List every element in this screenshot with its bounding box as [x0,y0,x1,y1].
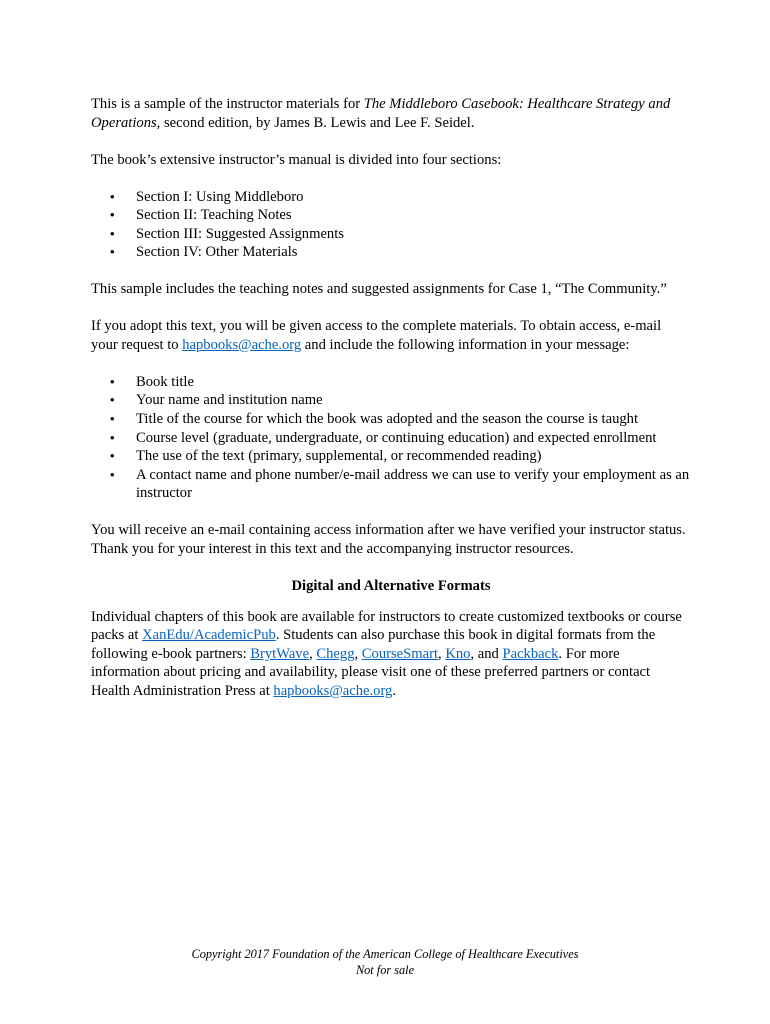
intro-text: This is a sample of the instructor materials for [91,96,364,112]
sections-list [91,188,691,262]
brytwave-link[interactable]: BrytWave [250,645,310,662]
separator: , [438,645,446,662]
document-body [91,95,691,701]
list-item: • Section I: Using Middleboro [91,188,691,207]
separator: , and [470,645,503,662]
kno-link[interactable]: Kno [445,645,471,662]
coursesmart-link[interactable]: CourseSmart [361,645,439,662]
copyright-notice: Copyright 2017 Foundation of the American College of Healthcare Executives [191,947,579,961]
not-for-sale-notice: Not for sale [355,962,415,977]
separator: , [354,645,362,662]
email-link[interactable]: hapbooks@ache.org [273,682,393,699]
access-paragraph [91,317,691,354]
list-item: • The use of the text (primary, supplemental, or recommended reading) [91,447,691,466]
digital-paragraph [91,608,691,701]
closing-paragraph: You will receive an e-mail containing access information after we have verified your instructor status. Thank you for your interest in this text and the accompanying instructor resources. [91,522,686,558]
email-link[interactable]: hapbooks@ache.org [182,336,302,353]
intro-text-end: , second edition, by James B. Lewis and Lee F. Seidel. [156,114,475,131]
manual-intro: The book’s extensive instructor’s manual is divided into four sections: [91,151,502,168]
info-list [91,373,691,503]
list-item: • Section II: Teaching Notes [91,206,691,225]
digital-text-end: . [392,682,397,699]
access-text: If you adopt this text, you will be given access to the complete materials. To obtain access, e-mail your request to [91,318,662,353]
digital-text: . For more information about pricing and availability, please visit one of these preferred partners or contact Health Administration Press at [91,645,651,699]
list-item: • Section IV: Other Materials [91,243,691,262]
list-item: • A contact name and phone number/e-mail address we can use to verify your employment as an instructor [91,466,691,503]
packback-link[interactable]: Packback [502,645,559,662]
list-item: • Your name and institution name [91,391,691,410]
page-footer [0,947,770,978]
separator: , [309,645,317,662]
list-item: • Section III: Suggested Assignments [91,225,691,244]
digital-text: Individual chapters of this book are available for instructors to create customized textbooks or course packs at [91,608,682,644]
list-item: • Title of the course for which the book was adopted and the season the course is taught [91,410,691,429]
book-title: The Middleboro Casebook: Healthcare Strategy and Operations [91,96,671,131]
digital-text: . Students can also purchase this book in digital formats from the following e-book partners: [91,627,656,662]
intro-paragraph [91,95,691,132]
chegg-link[interactable]: Chegg [316,645,355,662]
access-text-end: and include the following information in your message: [301,336,630,353]
digital-formats-heading: Digital and Alternative Formats [291,578,491,595]
list-item: • Book title [91,373,691,392]
list-item: • Course level (graduate, undergraduate, or continuing education) and expected enrollment [91,429,691,448]
xanedu-link[interactable]: XanEdu/AcademicPub [142,627,276,644]
sample-note: This sample includes the teaching notes and suggested assignments for Case 1, “The Community.” [91,281,667,298]
